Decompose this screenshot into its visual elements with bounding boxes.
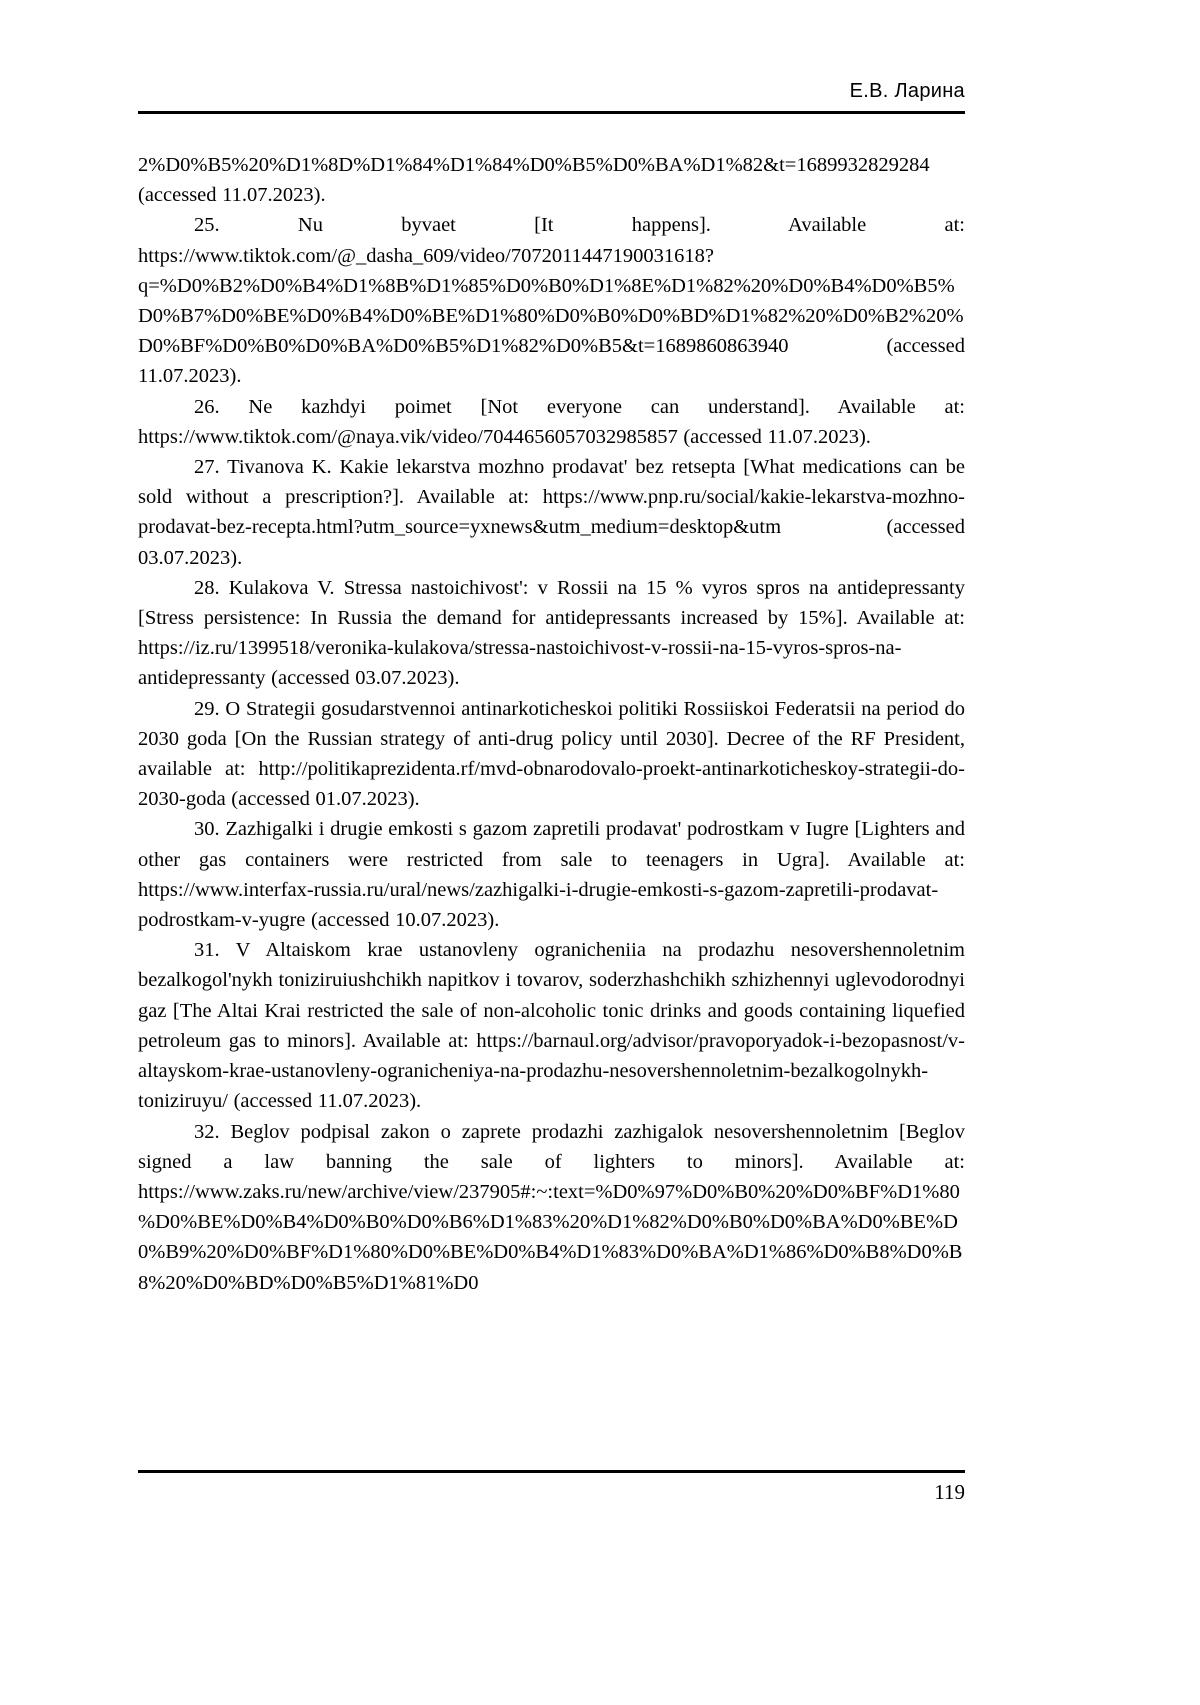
- reference-item: 32. Beglov podpisal zakon o zaprete prodazhi zazhigalok nesovershennoletnim [Beglov signed a law banning the sale of lighters to minors]. Available at: https://www.zaks.ru/new/archive/view/237905#:~:text=%D0%97%D0%B0%20%D0%BF%D1%80%D0%BE%D0%B4%D0%B0%D0%B6%D1%83%20%D1%82%D0%B0%D0%BA%D0%BE%D0%B9%20%D0%BF%D1%80%D0%BE%D0%B4%D1%83%D0%BA%D1%86%D0%B8%D0%B8%20%D0%BD%D0%B5%D1%81%D0: [138, 1120, 965, 1294]
- header-rule: [138, 111, 965, 114]
- page-footer: [138, 1470, 965, 1505]
- page-number: 119: [934, 1480, 965, 1504]
- reference-item: 26. Ne kazhdyi poimet [Not everyone can understand]. Available at: https://www.tiktok.com/@naya.vik/video/7044656057032985857 (accessed 11.07.2023).: [138, 395, 965, 448]
- reference-item: 25. Nu byvaet [It happens]. Available at: https://www.tiktok.com/@_dasha_609/video/7072011447190031618?q=%D0%B2%D0%B4%D1%8B%D1%85%D0%B0%D1%8E%D1%82%20%D0%B4%D0%B5%D0%B7%D0%BE%D0%B4%D0%BE%D1%80%D0%B0%D0%BD%D1%82%20%D0%B2%20%D0%BF%D0%B0%D0%BA%D0%B5%D1%82%D0%B5&t=1689860863940 (accessed 11.07.2023).: [138, 214, 965, 388]
- references-list: [138, 150, 965, 1455]
- reference-item: 31. V Altaiskom krae ustanovleny ogranicheniia na prodazhu nesovershennoletnim bezalkogol'nykh toniziruiushchikh napitkov i tovarov, soderzhashchikh szhizhennyi uglevodorodnyi gaz [The Altai Krai restricted the sale of non-alcoholic tonic drinks and goods containing liquefied petroleum gas to minors]. Available at: https://barnaul.org/advisor/pravoporyadok-i-bezopasnost/v-altayskom-krae-ustanovleny-ogranicheniya-na-prodazhu-nesovershennoletnim-bezalkogolnykh-toniziruyu/ (accessed 11.07.2023).: [138, 939, 965, 1113]
- reference-item: 27. Tivanova K. Kakie lekarstva mozhno prodavat' bez retsepta [What medications can be sold without a prescription?]. Available at: https://www.pnp.ru/social/kakie-lekarstva-mozhno-prodavat-bez-recepta.html?utm_source=yxnews&utm_medium=desktop&utm (accessed 03.07.2023).: [138, 456, 965, 569]
- reference-item: 30. Zazhigalki i drugie emkosti s gazom zapretili prodavat' podrostkam v Iugre [Lighters and other gas containers were restricted from sale to teenagers in Ugra]. Available at: https://www.interfax-russia.ru/ural/news/zazhigalki-i-drugie-emkosti-s-gazom-zapretili-prodavat-podrostkam-v-yugre (accessed 10.07.2023).: [138, 818, 965, 932]
- footer-rule: [138, 1470, 965, 1473]
- reference-item: 2%D0%B5%20%D1%8D%D1%84%D1%84%D0%B5%D0%BA%D1%82&t=1689932829284 (accessed 11.07.2023).: [138, 154, 930, 207]
- page-header: [138, 80, 965, 114]
- reference-item: 29. O Strategii gosudarstvennoi antinarkoticheskoi politiki Rossiiskoi Federatsii na period do 2030 goda [On the Russian strategy of anti-drug policy until 2030]. Decree of the RF President, available at: http://politikaprezidenta.rf/mvd-obnarodovalo-proekt-antinarkoticheskoy-strategii-do-2030-goda (accessed 01.07.2023).: [138, 697, 965, 811]
- reference-item: 28. Kulakova V. Stressa nastoichivost': v Rossii na 15 % vyros spros na antidepressanty [Stress persistence: In Russia the demand for antidepressants increased by 15%]. Available at: https://iz.ru/1399518/veronika-kulakova/stressa-nastoichivost-v-rossii-na-15-vyros-spros-na-antidepressanty (accessed 03.07.2023).: [138, 576, 965, 690]
- running-head-author: Е.В. Ларина: [849, 80, 965, 102]
